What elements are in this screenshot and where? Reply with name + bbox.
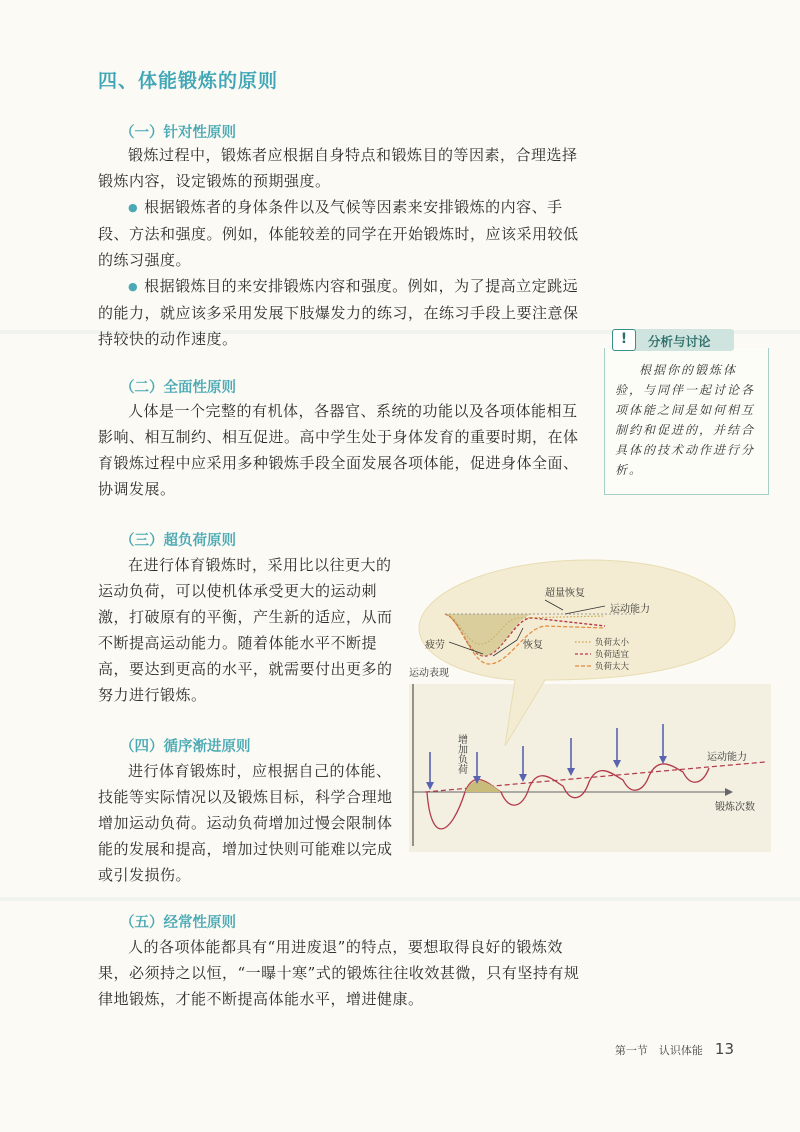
bullet-icon: ●	[128, 280, 139, 293]
discussion-title: 分析与讨论	[648, 334, 711, 349]
legend-large: 负荷太大	[595, 662, 630, 672]
legend-appropriate: 负荷适宜	[595, 650, 630, 660]
paragraph: 人的各项体能都具有“用进废退”的特点，要想取得良好的锻炼效果，必须持之以恒，“一曝十寒”式的锻炼往往收效甚微，只有坚持有规律地锻炼，才能不断提高体能水平，增进健康。	[98, 938, 580, 1008]
load-label: 增加负荷	[455, 734, 467, 774]
middle-band	[0, 897, 800, 901]
label-fatigue: 疲劳	[425, 640, 445, 651]
exclamation-icon: !	[612, 329, 636, 351]
principle-5-heading: （五）经常性原则	[120, 915, 236, 931]
discussion-paragraph: 根据你的锻炼体验，与同伴一起讨论各项体能之间是如何相互制约和促进的，并结合具体的技术动作进行分析。	[615, 363, 756, 477]
x-axis-label: 锻炼次数	[715, 802, 755, 813]
principle-4-heading: （四）循序渐进原则	[120, 739, 251, 755]
bullet-icon: ●	[128, 201, 139, 214]
supercompensation-figure	[405, 556, 775, 856]
page-number: 13	[714, 1040, 734, 1058]
principle-1-heading: （一）针对性原则	[120, 125, 236, 141]
principle-2-body	[98, 398, 582, 502]
principle-1-body	[98, 142, 582, 352]
page-footer	[615, 1040, 734, 1058]
principle-4-body	[98, 758, 395, 888]
paragraph: 锻炼过程中，锻炼者应根据自身特点和锻炼目的等因素，合理选择锻炼内容，设定锻炼的预期强度。	[98, 146, 578, 190]
legend-small: 负荷太小	[595, 638, 630, 648]
bullet-text: 根据锻炼者的身体条件以及气候等因素来安排锻炼的内容、手段、方法和强度。例如，体能较差的同学在开始锻炼时，应该采用较低的练习强度。	[98, 198, 579, 269]
trend-label: 运动能力	[707, 752, 747, 763]
label-recovery: 恢复	[523, 640, 543, 651]
chapter-label: 第一节 认识体能	[614, 1044, 703, 1057]
label-super-recovery: 超量恢复	[545, 588, 585, 599]
principle-3-heading: （三）超负荷原则	[120, 533, 236, 549]
discussion-header	[612, 329, 734, 351]
principle-3-body	[98, 552, 395, 708]
figure-svg	[405, 556, 775, 856]
principle-5-body	[98, 934, 582, 1012]
bullet-paragraph	[98, 273, 582, 352]
y-axis-label: 运动表现	[409, 668, 449, 679]
paragraph: 在进行体育锻炼时，采用比以往更大的运动负荷，可以使机体承受更大的运动刺激，打破原有的平衡，产生新的适应，从而不断提高运动能力。随着体能水平不断提高，要达到更高的水平，就需要付出更多的努力进行锻炼。	[98, 556, 393, 704]
principle-2-heading: （二）全面性原则	[120, 380, 236, 396]
paragraph: 进行体育锻炼时，应根据自己的体能、技能等实际情况以及锻炼目标，科学合理地增加运动负荷。运动负荷增加过慢会限制体能的发展和提高，增加过快则可能难以完成或引发损伤。	[98, 762, 393, 884]
bullet-paragraph	[98, 194, 582, 273]
bullet-text: 根据锻炼目的来安排锻炼内容和强度。例如，为了提高立定跳远的能力，就应该多采用发展下肢爆发力的练习，在练习手段上要注意保持较快的动作速度。	[98, 277, 579, 348]
discussion-text	[615, 360, 760, 480]
label-ability-bubble: 运动能力	[610, 604, 650, 615]
section-title: 四、体能锻炼的原则	[98, 70, 279, 92]
paragraph: 人体是一个完整的有机体，各器官、系统的功能以及各项体能相互影响、相互制约、相互促进。高中学生处于身体发育的重要时期，在体育锻炼过程中应采用多种锻炼手段全面发展各项体能，促进身体全面、协调发展。	[98, 402, 579, 498]
